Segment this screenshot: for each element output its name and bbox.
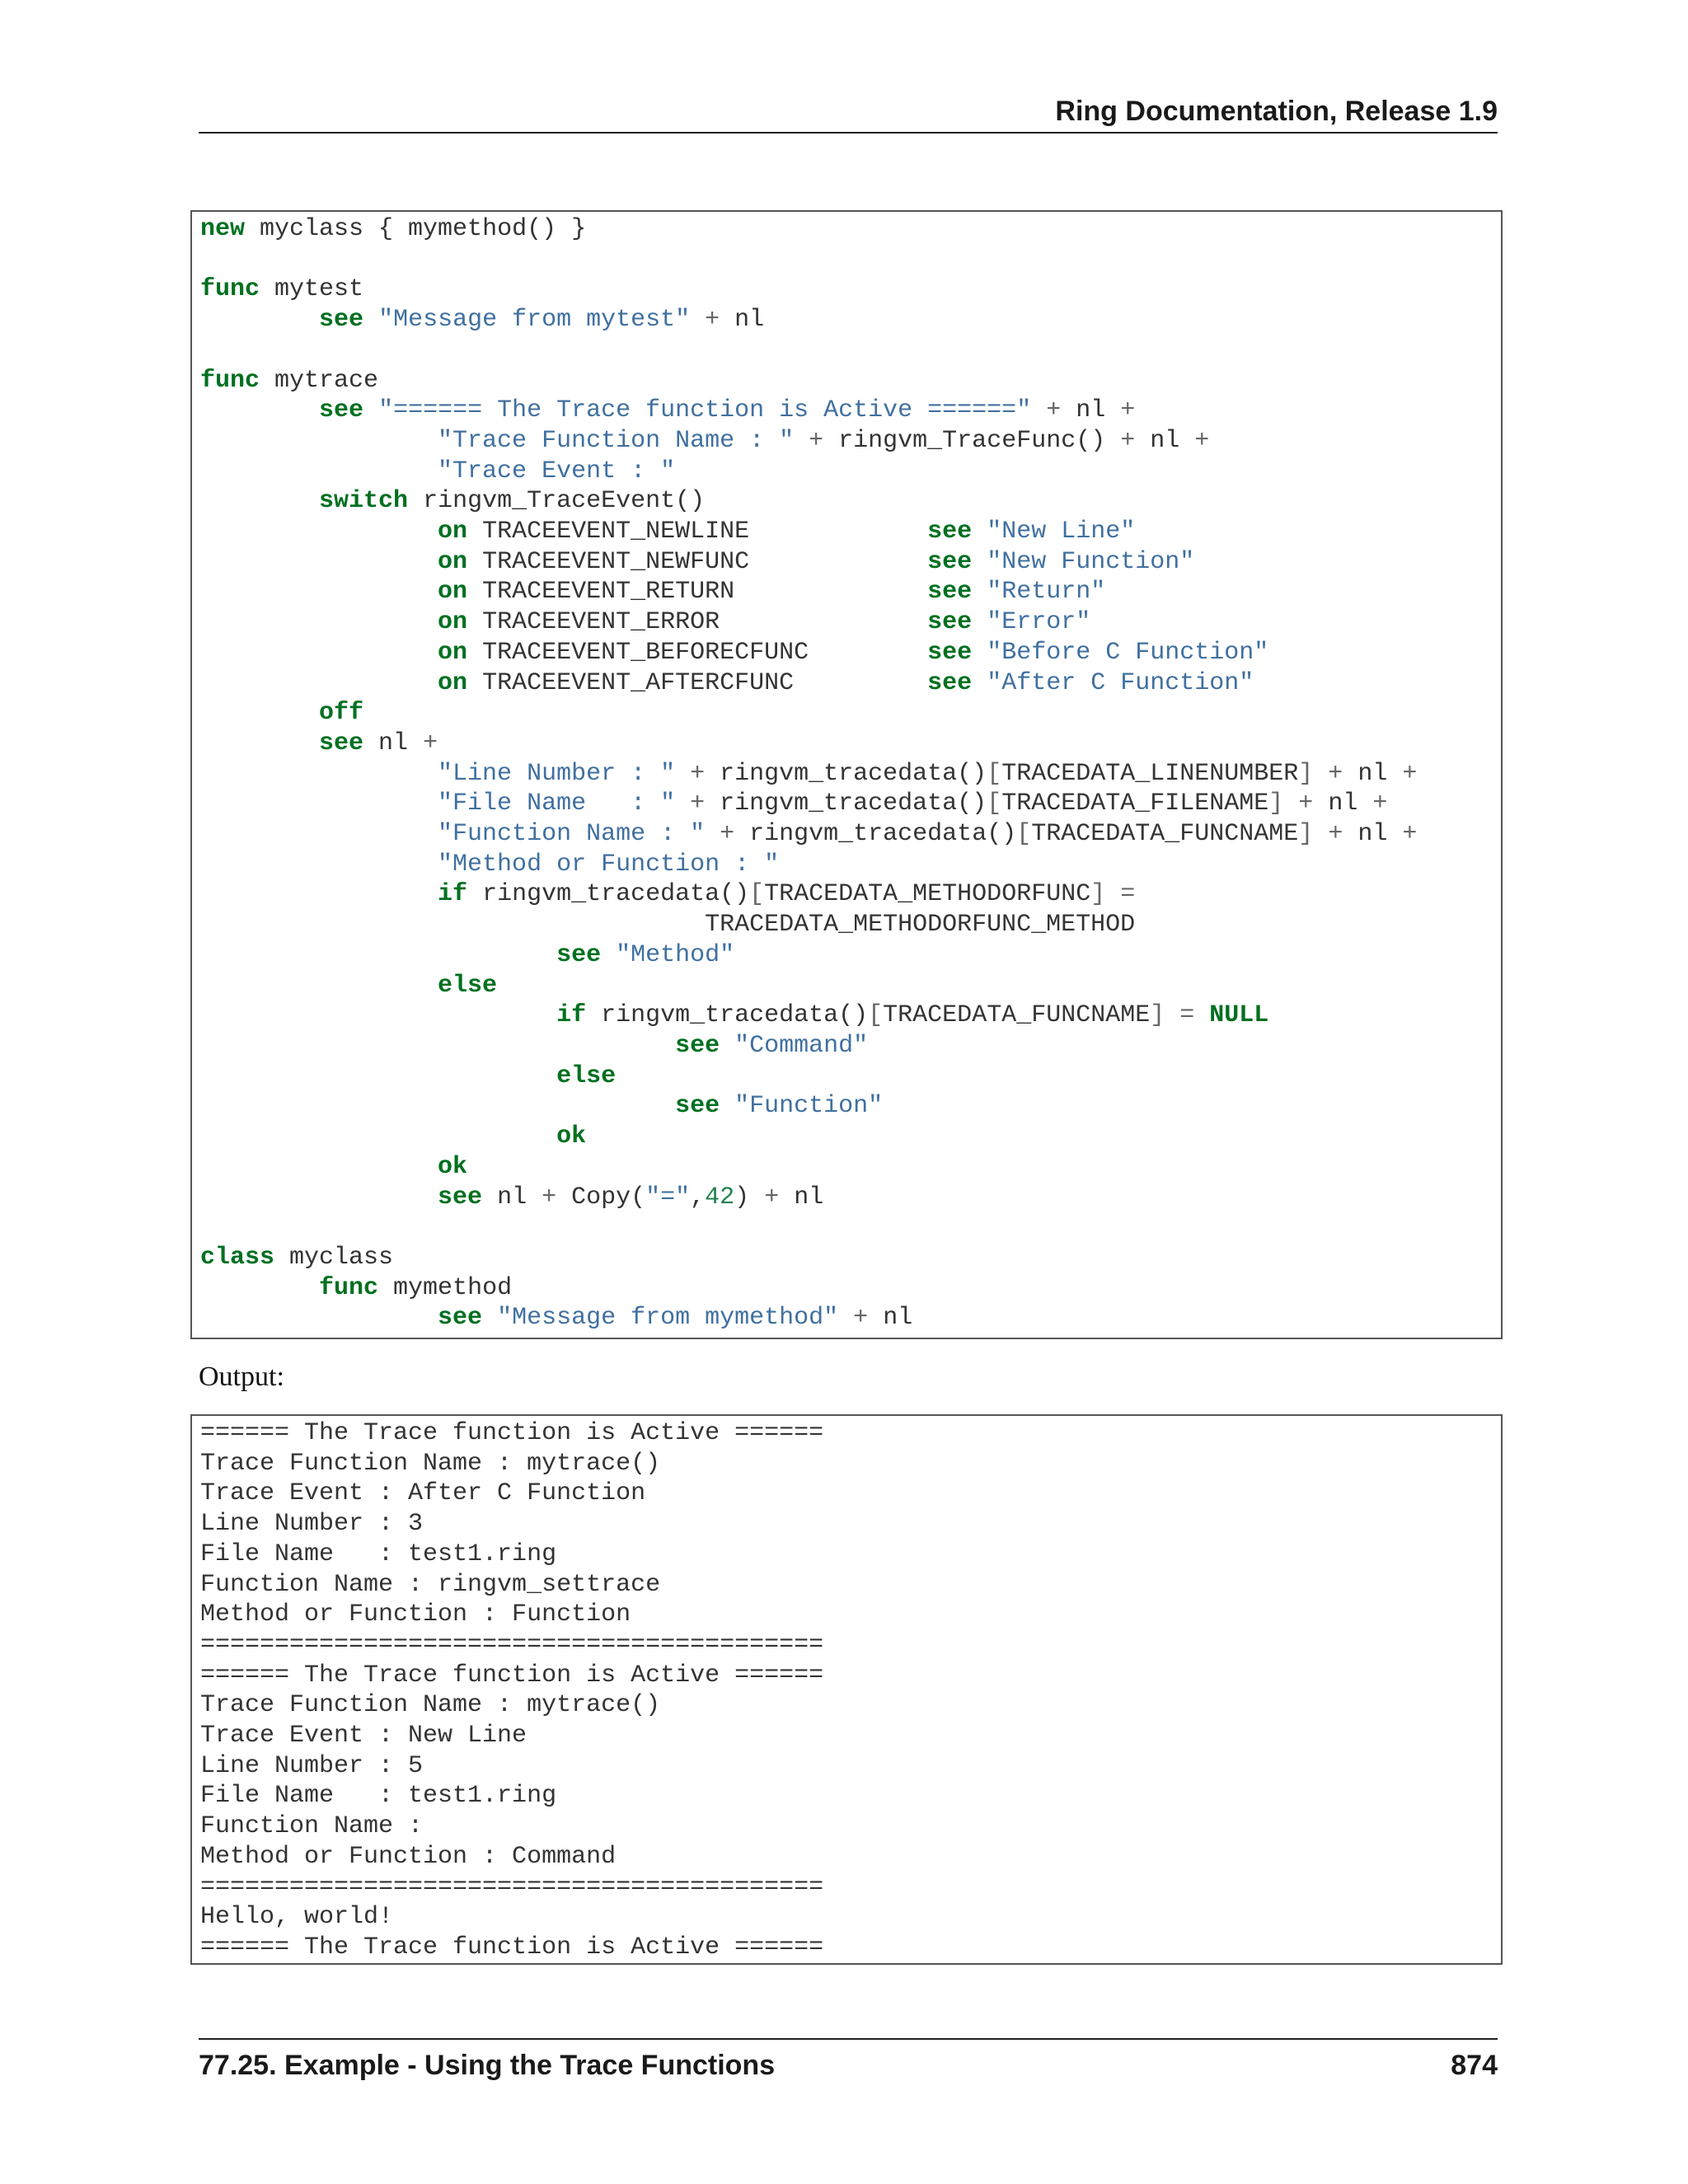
code-token [200, 608, 438, 636]
code-token: "=" [645, 1183, 691, 1212]
code-token: nl [1343, 820, 1403, 849]
code-token: func [319, 1273, 379, 1302]
code-token: TRACEEVENT_RETURN [467, 578, 928, 607]
code-token: ok [438, 1152, 468, 1181]
output-line: Method or Function : Function [200, 1601, 631, 1629]
code-token: see [927, 668, 973, 697]
code-token: nl [1135, 426, 1195, 455]
code-token [200, 820, 438, 848]
code-token [1165, 1001, 1179, 1029]
code-token [200, 972, 438, 1000]
code-token: off [319, 699, 364, 728]
code-token: ringvm_tracedata() [705, 759, 987, 788]
code-token [972, 578, 987, 606]
code-token: new [200, 215, 246, 243]
code-token: TRACEEVENT_NEWLINE [467, 518, 928, 546]
code-token: + [423, 729, 438, 757]
code-token: "====== The Trace function is Active ======" [378, 396, 1032, 425]
code-token: + [1120, 396, 1136, 425]
code-token: NULL [1209, 1001, 1269, 1030]
code-token: [ [1016, 820, 1032, 849]
code-token: see [319, 396, 364, 425]
code-token: + [720, 820, 735, 849]
code-token: mymethod [378, 1273, 513, 1302]
code-token: on [438, 668, 468, 697]
code-token: on [438, 638, 468, 667]
code-line [200, 518, 1135, 546]
code-token [1194, 1001, 1209, 1029]
code-token: "Function" [734, 1092, 884, 1121]
code-token [482, 1304, 497, 1332]
code-line [200, 1244, 393, 1272]
code-token: nl [720, 306, 765, 335]
code-line [200, 487, 705, 515]
code-token [200, 1274, 319, 1302]
code-token: + [1046, 396, 1062, 425]
page-header [199, 92, 1498, 134]
code-token: if [438, 880, 468, 909]
code-token: [ [868, 1001, 884, 1030]
code-token: + [690, 790, 706, 818]
code-token: [ [987, 790, 1002, 818]
code-token [838, 1304, 853, 1332]
code-token [200, 518, 438, 546]
code-line [200, 1183, 823, 1212]
code-token [200, 639, 438, 667]
code-token: 42 [705, 1183, 735, 1212]
code-token: ] [1298, 820, 1314, 849]
code-line [200, 851, 779, 879]
output-line: Hello, world! [200, 1903, 394, 1932]
code-token: ringvm_tracedata() [467, 880, 750, 909]
code-token [972, 548, 987, 576]
code-token [601, 941, 616, 969]
code-token: ok [556, 1122, 587, 1151]
code-token: myclass [274, 1243, 394, 1272]
code-token: TRACEDATA_METHODORFUNC [764, 880, 1091, 909]
code-token: TRACEDATA_FUNCNAME [1031, 820, 1299, 849]
code-token: [ [749, 880, 765, 909]
code-token [972, 608, 987, 636]
code-line [200, 820, 1417, 848]
code-token: see [927, 578, 973, 607]
code-token: "Method or Function : " [438, 850, 780, 879]
code-line [200, 639, 1268, 667]
code-token [200, 1062, 556, 1090]
code-line [200, 941, 734, 969]
code-token [200, 1001, 556, 1029]
code-token: + [809, 426, 824, 455]
code-line [200, 760, 1417, 788]
code-token [200, 851, 438, 879]
code-token: "Message from mymethod" [497, 1304, 839, 1333]
code-token: "File Name : " [438, 790, 676, 818]
code-line [200, 427, 1209, 455]
code-token: + [1402, 759, 1418, 788]
code-line [200, 457, 675, 485]
code-line [200, 1304, 912, 1332]
code-token: , [690, 1183, 706, 1212]
code-token: on [438, 608, 468, 637]
page-footer [199, 2038, 1498, 2081]
code-token: see [675, 1092, 720, 1121]
code-token [720, 1092, 734, 1120]
code-token: TRACEDATA_FILENAME [1001, 790, 1269, 818]
code-token: ) [734, 1183, 765, 1212]
code-token: + [1328, 820, 1343, 849]
code-token [200, 729, 319, 757]
document-title: Ring Documentation, Release 1.9 [1055, 96, 1498, 127]
code-token [200, 1032, 675, 1060]
code-token [200, 880, 438, 908]
code-token [200, 396, 319, 424]
code-token: TRACEDATA_LINENUMBER [1001, 759, 1299, 788]
code-token: + [690, 759, 706, 788]
code-token [972, 669, 987, 697]
code-token [690, 306, 705, 334]
code-token [200, 790, 438, 818]
code-token: mytrace [260, 366, 379, 395]
output-line: ====== The Trace function is Active ====== [200, 1419, 824, 1447]
code-token: [ [987, 759, 1002, 788]
code-token: on [438, 547, 468, 576]
code-token: "Line Number : " [438, 759, 676, 788]
code-token: ] [1090, 880, 1106, 909]
code-token: + [542, 1183, 557, 1212]
code-token [1031, 396, 1046, 424]
code-line [200, 548, 1194, 576]
code-token: TRACEEVENT_AFTERCFUNC [467, 668, 928, 697]
code-token [200, 1122, 556, 1151]
code-token: see [675, 1031, 720, 1060]
code-line [200, 1032, 868, 1060]
code-token: see [927, 547, 973, 576]
code-token: + [705, 306, 720, 335]
code-line [200, 669, 1254, 697]
code-line [200, 790, 1387, 818]
output-line: Line Number : 5 [200, 1751, 424, 1780]
code-token: ] [1268, 790, 1284, 818]
code-token: TRACEEVENT_BEFORECFUNC [467, 638, 928, 667]
code-token: see [927, 608, 973, 637]
code-token [200, 1153, 438, 1181]
code-token [200, 457, 438, 485]
output-line: ====== The Trace function is Active ====== [200, 1661, 824, 1690]
code-line [200, 215, 586, 243]
code-token: TRACEDATA_FUNCNAME [883, 1001, 1151, 1030]
code-token [200, 699, 319, 727]
code-line [200, 1274, 512, 1302]
output-line: ========================================== [200, 1630, 824, 1659]
code-token [200, 941, 556, 969]
code-token: func [200, 366, 260, 395]
output-line: Trace Function Name : mytrace() [200, 1691, 661, 1720]
code-token: see [319, 306, 364, 335]
code-token: + [1120, 426, 1136, 455]
code-token: see [927, 518, 973, 546]
code-token: + [1372, 790, 1388, 818]
code-token [675, 760, 690, 788]
code-token: ] [1298, 759, 1314, 788]
code-token: see [319, 729, 364, 757]
code-line [200, 367, 378, 395]
code-token [363, 306, 378, 334]
output-line: ====== The Trace function is Active ====== [200, 1933, 824, 1961]
code-listing [192, 212, 1501, 1333]
code-token [200, 1304, 438, 1332]
code-token: see [438, 1183, 483, 1212]
code-token: ringvm_tracedata() [586, 1001, 869, 1030]
code-token: see [927, 638, 973, 667]
code-token [200, 578, 438, 606]
code-token [200, 669, 438, 697]
code-token [200, 487, 319, 515]
output-line: Trace Event : New Line [200, 1722, 528, 1750]
code-token [200, 306, 319, 334]
output-line: File Name : test1.ring [200, 1540, 557, 1568]
code-line [200, 578, 1105, 606]
code-token [705, 820, 720, 848]
code-line [200, 1153, 467, 1181]
code-token: + [1328, 759, 1343, 788]
code-token: "Trace Function Name : " [438, 426, 795, 455]
code-token: TRACEEVENT_NEWFUNC [467, 547, 928, 576]
code-token [1283, 790, 1298, 818]
code-token: "Error" [987, 608, 1091, 637]
output-line: Trace Function Name : mytrace() [200, 1449, 661, 1478]
code-token [1105, 880, 1120, 908]
code-token [200, 760, 438, 788]
code-token: nl [1343, 759, 1403, 788]
code-token: ringvm_tracedata() [705, 790, 987, 818]
output-listing [192, 1416, 1501, 1963]
code-line [200, 275, 363, 303]
code-token [200, 1183, 438, 1212]
code-block [190, 210, 1503, 1339]
code-token: "Command" [734, 1031, 869, 1060]
code-token: Copy( [556, 1183, 646, 1212]
code-token: = [1179, 1001, 1195, 1030]
code-token: "Method" [616, 940, 735, 969]
code-token: mytest [260, 275, 364, 304]
code-line [200, 1062, 616, 1090]
code-line [200, 972, 497, 1000]
output-line: Function Name : ringvm_settrace [200, 1570, 661, 1599]
code-token: + [1194, 426, 1210, 455]
code-token: on [438, 578, 468, 607]
code-token [200, 427, 438, 455]
code-token [720, 1032, 734, 1060]
code-token: "Message from mytest" [378, 306, 691, 335]
code-token: nl [363, 729, 424, 757]
code-line [200, 608, 1090, 636]
code-token: + [764, 1183, 780, 1212]
code-token [200, 1092, 675, 1120]
code-line [200, 699, 363, 727]
code-token: ringvm_TraceFunc() [823, 426, 1121, 455]
output-block [190, 1414, 1503, 1965]
code-token: see [438, 1304, 483, 1333]
code-line [200, 880, 1135, 908]
code-token: "After C Function" [987, 668, 1254, 697]
code-token: "Return" [987, 578, 1106, 607]
code-line [200, 396, 1135, 424]
code-token [675, 790, 690, 818]
code-line [200, 306, 764, 334]
output-line: Trace Event : After C Function [200, 1479, 646, 1508]
code-token: + [1402, 820, 1418, 849]
code-line [200, 729, 438, 757]
output-label: Output: [199, 1361, 284, 1392]
code-line [200, 1092, 883, 1120]
code-token: ringvm_tracedata() [734, 820, 1017, 849]
code-token [1313, 760, 1328, 788]
code-token: myclass { mymethod() } [245, 215, 587, 243]
code-token [363, 396, 378, 424]
code-line [200, 911, 1135, 939]
code-token: + [853, 1304, 869, 1333]
code-token: ] [1150, 1001, 1165, 1030]
code-token: if [556, 1001, 587, 1030]
output-line: ========================================== [200, 1872, 824, 1901]
code-token: "Trace Event : " [438, 457, 676, 485]
code-token: "New Function" [987, 547, 1195, 576]
code-token: on [438, 518, 468, 546]
code-token: else [438, 971, 498, 1000]
code-token: "New Line" [987, 518, 1136, 546]
code-token: "Function Name : " [438, 820, 706, 849]
code-token: ringvm_TraceEvent() [408, 487, 706, 516]
page-number: 874 [1451, 2050, 1498, 2081]
output-line: File Name : test1.ring [200, 1782, 557, 1811]
code-token: "Before C Function" [987, 638, 1269, 667]
code-token: nl [1313, 790, 1373, 818]
code-token: TRACEDATA_METHODORFUNC_METHOD [200, 911, 1136, 940]
code-token: = [1120, 880, 1136, 909]
code-token: class [200, 1243, 275, 1272]
output-line: Method or Function : Command [200, 1842, 617, 1871]
section-title: 77.25. Example - Using the Trace Functions [199, 2050, 776, 2081]
code-token: func [200, 275, 260, 304]
code-token: + [1298, 790, 1314, 818]
code-token: nl [779, 1183, 824, 1212]
code-token [200, 548, 438, 576]
code-token [794, 427, 809, 455]
code-token: nl [1061, 396, 1121, 425]
output-line: Function Name : [200, 1812, 424, 1841]
code-token [972, 518, 987, 546]
code-token [1313, 820, 1328, 848]
code-token: see [556, 940, 602, 969]
output-line: Line Number : 3 [200, 1510, 424, 1539]
code-token [972, 639, 987, 667]
code-line [200, 1001, 1268, 1029]
code-token: else [556, 1062, 617, 1090]
code-token: nl [868, 1304, 913, 1333]
code-token: TRACEEVENT_ERROR [467, 608, 928, 637]
code-token: switch [319, 487, 409, 516]
code-token: nl [482, 1183, 542, 1212]
code-line [200, 1122, 586, 1151]
